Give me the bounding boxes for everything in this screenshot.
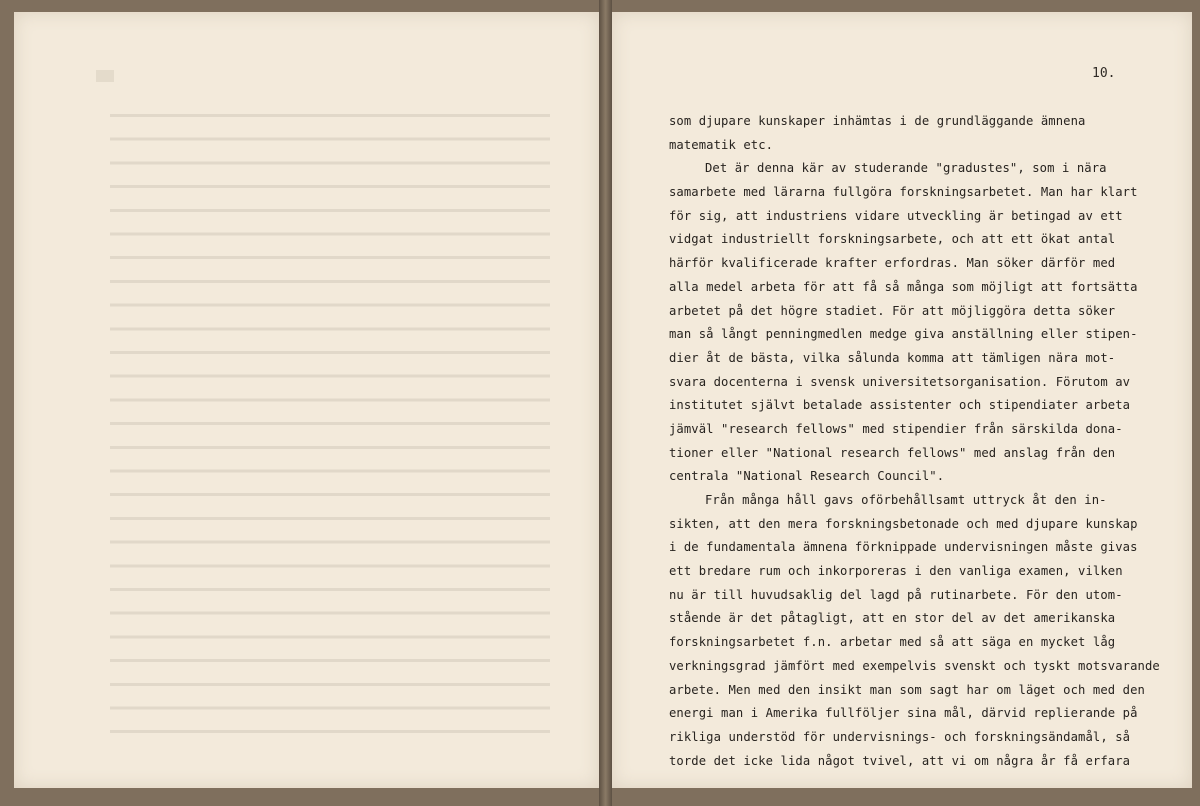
text-line: torde det icke lida något tvivel, att vi om några år få erfara (669, 753, 1131, 768)
text-line: vidgat industriellt forskningsarbete, och att ett ökat antal (669, 232, 1116, 247)
text-line: jämväl "research fellows" med stipendier från särskilda dona- (669, 421, 1123, 436)
text-line: svara docenterna i svensk universitetsorganisation. Förutom av (669, 374, 1131, 389)
text-line: alla medel arbeta för att få så många som möjligt att fortsätta (669, 279, 1138, 294)
text-line: stående är det påtagligt, att en stor del av det amerikanska (669, 611, 1116, 626)
text-line: institutet självt betalade assistenter och stipendiater arbeta (669, 398, 1131, 413)
text-line: matematik etc. (669, 137, 774, 152)
book-gutter (599, 0, 612, 806)
text-line: nu är till huvudsaklig del lagd på rutinarbete. För den utom- (669, 587, 1123, 602)
text-line: centrala "National Research Council". (669, 469, 945, 484)
text-line: samarbete med lärarna fullgöra forskningsarbetet. Man har klart (669, 185, 1138, 200)
text-line: rikliga understöd för undervisnings- och forskningsändamål, så (669, 729, 1131, 744)
text-line: forskningsarbetet f.n. arbetar med så att säga en mycket låg (669, 635, 1116, 650)
text-line: Det är denna kär av studerande "gradustes", som i nära (705, 161, 1107, 176)
text-line: för sig, att industriens vidare utveckling är betingad av ett (669, 208, 1123, 223)
text-line: verkningsgrad jämfört med exempelvis svenskt och tyskt motsvarande (669, 658, 1160, 673)
text-line: dier åt de bästa, vilka sålunda komma att tämligen nära mot- (669, 350, 1116, 365)
text-line: arbete. Men med den insikt man som sagt har om läget och med den (669, 682, 1145, 697)
text-line: härför kvalificerade krafter erfordras. Man söker därför med (669, 256, 1116, 271)
bleed-through-page-mark (96, 70, 114, 82)
left-page-reverse-side (14, 12, 599, 788)
text-line: tioner eller "National research fellows" med anslag från den (669, 445, 1116, 460)
text-line: som djupare kunskaper inhämtas i de grundläggande ämnena (669, 114, 1086, 128)
text-line: sikten, att den mera forskningsbetonade och med djupare kunskap (669, 516, 1138, 531)
bleed-through-paragraph-gap (104, 520, 564, 532)
text-line: ett bredare rum och inkorporeras i den vanliga examen, vilken (669, 564, 1123, 579)
text-line: Från många håll gavs oförbehållsamt uttryck åt den in- (705, 493, 1107, 507)
bleed-through-paragraph-gap (104, 664, 564, 676)
text-line: i de fundamentala ämnena förknippade undervisningen måste givas (669, 540, 1138, 555)
bleed-through-text (110, 100, 550, 740)
page-number: 10. (1092, 66, 1116, 81)
text-line: man så långt penningmedlen medge giva anställning eller stipen- (669, 327, 1138, 342)
text-line: arbetet på det högre stadiet. För att möjliggöra detta söker (669, 303, 1116, 318)
text-line: energi man i Amerika fullföljer sina mål, därvid replierande på (669, 706, 1138, 721)
typewritten-text (669, 110, 1160, 773)
right-page (612, 12, 1192, 788)
